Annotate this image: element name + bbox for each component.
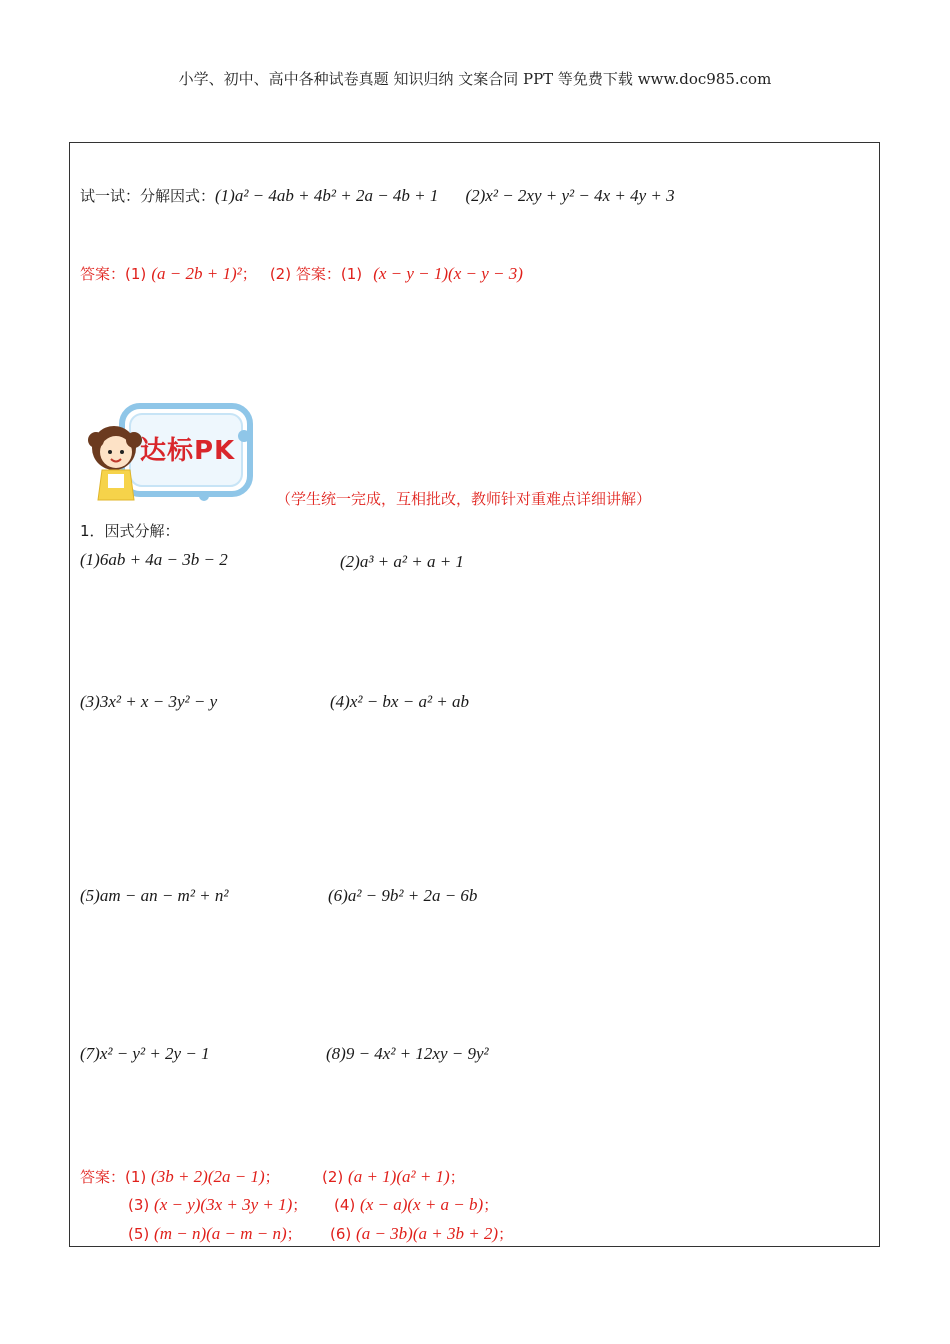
- answer-6: (a − 3b)(a + 3b + 2): [356, 1224, 499, 1243]
- answer-5-row: [128, 1223, 302, 1244]
- answer-4-num: (4): [334, 1196, 356, 1214]
- answer-3-num: (3): [128, 1196, 150, 1214]
- answer-3: (x − y)(3x + 3y + 1): [154, 1195, 293, 1214]
- try-answer-2-label: (2) 答案：(1): [269, 265, 363, 283]
- answer-4: (x − a)(x + a − b): [360, 1195, 484, 1214]
- answer-5-num: (5): [128, 1225, 150, 1243]
- try-line: [80, 185, 675, 206]
- answer-4-end: ；: [483, 1196, 499, 1214]
- answer-6-num: (6): [330, 1225, 352, 1243]
- page-header: 小学、初中、高中各种试卷真题 知识归纳 文案合同 PPT 等免费下载 www.doc985.com: [178, 70, 772, 88]
- problem-6: (6)a² − 9b² + 2a − 6b: [328, 886, 478, 905]
- answer-3-row: [128, 1194, 307, 1215]
- problem-8: (8)9 − 4x² + 12xy − 9y²: [326, 1044, 489, 1063]
- try-answer-separator: ；: [241, 265, 257, 283]
- problem-7: (7)x² − y² + 2y − 1: [80, 1044, 210, 1063]
- try-answer-2: (x − y − 1)(x − y − 3): [373, 264, 523, 283]
- try-problem-1: (1)a² − 4ab + 4b² + 2a − 4b + 1: [215, 186, 439, 205]
- answer-2-row: [322, 1166, 465, 1187]
- answer-4-row: [334, 1194, 498, 1215]
- problem-2: (2)a³ + a² + a + 1: [340, 552, 464, 571]
- try-label: 试一试：分解因式：: [80, 187, 216, 205]
- answer-1-num: (1): [125, 1168, 147, 1186]
- problem-5: (5)am − an − m² + n²: [80, 886, 229, 905]
- problem-1: (1)6ab + 4a − 3b − 2: [80, 550, 228, 569]
- answer-5-end: ；: [286, 1225, 302, 1243]
- answers-label: 答案：: [80, 1168, 126, 1186]
- exercise-heading: 1．因式分解：: [80, 522, 180, 540]
- problem-3: (3)3x² + x − 3y² − y: [80, 692, 218, 711]
- answer-3-end: ；: [292, 1196, 308, 1214]
- pk-badge: [84, 396, 256, 506]
- try-answer-line: [80, 263, 523, 284]
- try-problem-2: (2)x² − 2xy + y² − 4x + 4y + 3: [465, 186, 675, 205]
- answer-6-row: [330, 1223, 513, 1244]
- answer-row-1: [80, 1166, 280, 1187]
- answer-5: (m − n)(a − m − n): [154, 1224, 287, 1243]
- badge-note: （学生统一完成，互相批改，教师针对重难点详细讲解）: [276, 490, 652, 508]
- problem-4: (4)x² − bx − a² + ab: [330, 692, 470, 711]
- answer-2: (a + 1)(a² + 1): [348, 1167, 450, 1186]
- try-answer-1: (a − 2b + 1)²: [151, 264, 242, 283]
- answer-2-num: (2): [322, 1168, 344, 1186]
- answer-1: (3b + 2)(2a − 1): [151, 1167, 265, 1186]
- badge-title: 达标PK: [140, 436, 236, 466]
- answer-2-end: ；: [449, 1168, 465, 1186]
- answer-6-end: ；: [498, 1225, 514, 1243]
- try-answer-1-label: 答案：(1): [80, 265, 147, 283]
- answer-1-end: ；: [264, 1168, 280, 1186]
